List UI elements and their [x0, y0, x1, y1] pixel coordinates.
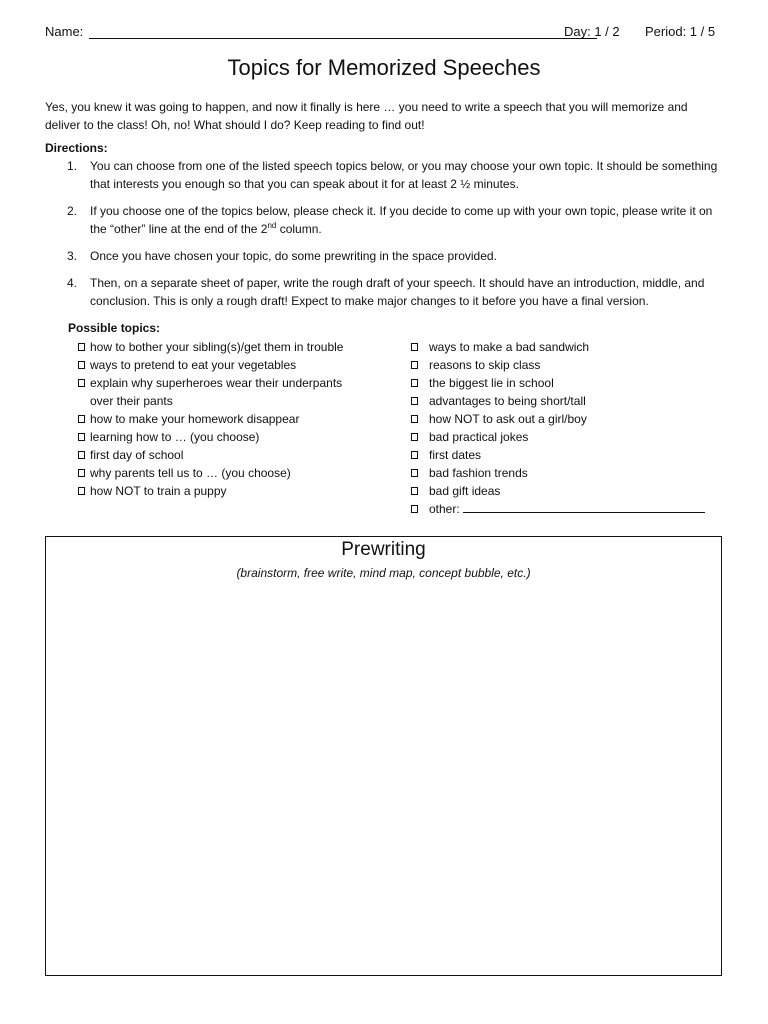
topic-label: bad fashion trends: [429, 466, 528, 480]
topic-checkbox[interactable]: [411, 379, 418, 387]
topic-checkbox[interactable]: [411, 397, 418, 405]
topic-checkbox[interactable]: [78, 487, 85, 495]
name-blank-line: [89, 38, 597, 39]
topic-checkbox[interactable]: [411, 487, 418, 495]
topic-checkbox[interactable]: [411, 415, 418, 423]
topic-label: ways to pretend to eat your vegetables: [90, 358, 297, 372]
topic-item-other: [411, 500, 721, 518]
topic-checkbox[interactable]: [78, 343, 85, 351]
topic-label: how NOT to ask out a girl/boy: [429, 412, 587, 426]
topic-item: [78, 428, 368, 446]
topic-label: ways to make a bad sandwich: [429, 340, 590, 354]
topic-label: the biggest lie in school: [429, 376, 554, 390]
topic-label: explain why superheroes wear their underpants over their pants: [90, 376, 343, 408]
direction-number: 1.: [67, 159, 78, 173]
topic-label: how to bother your sibling(s)/get them in trouble: [90, 340, 344, 354]
topic-checkbox[interactable]: [411, 451, 418, 459]
direction-number: 4.: [67, 276, 78, 290]
topic-item: [78, 410, 368, 428]
topic-checkbox[interactable]: [78, 415, 85, 423]
topic-label: how NOT to train a puppy: [90, 484, 227, 498]
topic-item: [411, 464, 721, 482]
direction-text: You can choose from one of the listed speech topics below, or you may choose your own topic. It should be something that interests you enough so that you can speak about it for at least 2 ½ minutes.: [90, 159, 718, 191]
direction-text-end: column.: [276, 222, 322, 236]
topic-checkbox[interactable]: [78, 469, 85, 477]
direction-text: If you choose one of the topics below, please check it. If you decide to come up with your own topic, please write it on the “other” line at the end of the 2: [90, 204, 713, 236]
topic-label: bad practical jokes: [429, 430, 529, 444]
period-label: Period: 1 / 5: [645, 24, 716, 39]
topic-item: [411, 428, 721, 446]
directions-list: [45, 157, 725, 319]
topic-item: [78, 338, 368, 356]
ordinal-suffix: nd: [267, 221, 277, 230]
topic-item: [411, 338, 721, 356]
direction-text: Once you have chosen your topic, do some prewriting in the space provided.: [90, 249, 497, 263]
topic-item: [411, 482, 721, 500]
topic-checkbox[interactable]: [78, 433, 85, 441]
topic-item: [411, 374, 721, 392]
topic-checkbox[interactable]: [411, 505, 418, 513]
topic-item: [411, 446, 721, 464]
day-label: Day: 1 / 2: [564, 24, 620, 39]
direction-text: Then, on a separate sheet of paper, write the rough draft of your speech. It should have an introduction, middle, and conclusion. This is only a rough draft! Expect to make major changes to it before you have a final version.: [90, 276, 705, 308]
topic-item: [78, 446, 368, 464]
topic-checkbox[interactable]: [411, 433, 418, 441]
topic-checkbox[interactable]: [411, 469, 418, 477]
directions-heading: Directions:: [45, 141, 108, 155]
topic-checkbox[interactable]: [78, 361, 85, 369]
topics-heading: Possible topics:: [68, 321, 161, 335]
prewriting-subtitle: (brainstorm, free write, mind map, concept bubble, etc.): [236, 566, 531, 580]
topic-checkbox[interactable]: [411, 343, 418, 351]
topic-label: how to make your homework disappear: [90, 412, 300, 426]
topic-label: other:: [429, 502, 460, 516]
other-blank-line[interactable]: [463, 501, 705, 513]
topic-checkbox[interactable]: [78, 379, 85, 387]
topic-checkbox[interactable]: [78, 451, 85, 459]
topic-label: bad gift ideas: [429, 484, 501, 498]
direction-number: 3.: [67, 249, 78, 263]
header-row: [45, 24, 725, 44]
topic-item: [78, 482, 368, 500]
direction-item: [45, 274, 725, 310]
topic-item: [411, 392, 721, 410]
topic-label: learning how to … (you choose): [90, 430, 260, 444]
topic-label: first dates: [429, 448, 482, 462]
topic-item: [78, 374, 368, 410]
direction-item: [45, 202, 725, 238]
topic-item: [411, 356, 721, 374]
topic-item: [78, 356, 368, 374]
page-title: Topics for Memorized Speeches: [227, 55, 541, 80]
topic-label: first day of school: [90, 448, 184, 462]
topic-item: [411, 410, 721, 428]
direction-item: [45, 157, 725, 193]
topic-checkbox[interactable]: [411, 361, 418, 369]
topic-label: advantages to being short/tall: [429, 394, 586, 408]
name-label: Name:: [45, 24, 84, 39]
topics-column-right: [411, 338, 721, 518]
topics-column-left: [78, 338, 368, 500]
topic-item: [78, 464, 368, 482]
direction-item: [45, 247, 725, 265]
direction-number: 2.: [67, 204, 78, 218]
prewriting-box[interactable]: [45, 536, 722, 976]
topic-label: why parents tell us to … (you choose): [90, 466, 291, 480]
topic-label: reasons to skip class: [429, 358, 541, 372]
intro-paragraph: Yes, you knew it was going to happen, and now it finally is here … you need to write a speech that you will memorize and deliver to the class! Oh, no! What should I do? Keep reading to find out!: [45, 100, 688, 132]
prewriting-title: Prewriting: [341, 539, 426, 560]
